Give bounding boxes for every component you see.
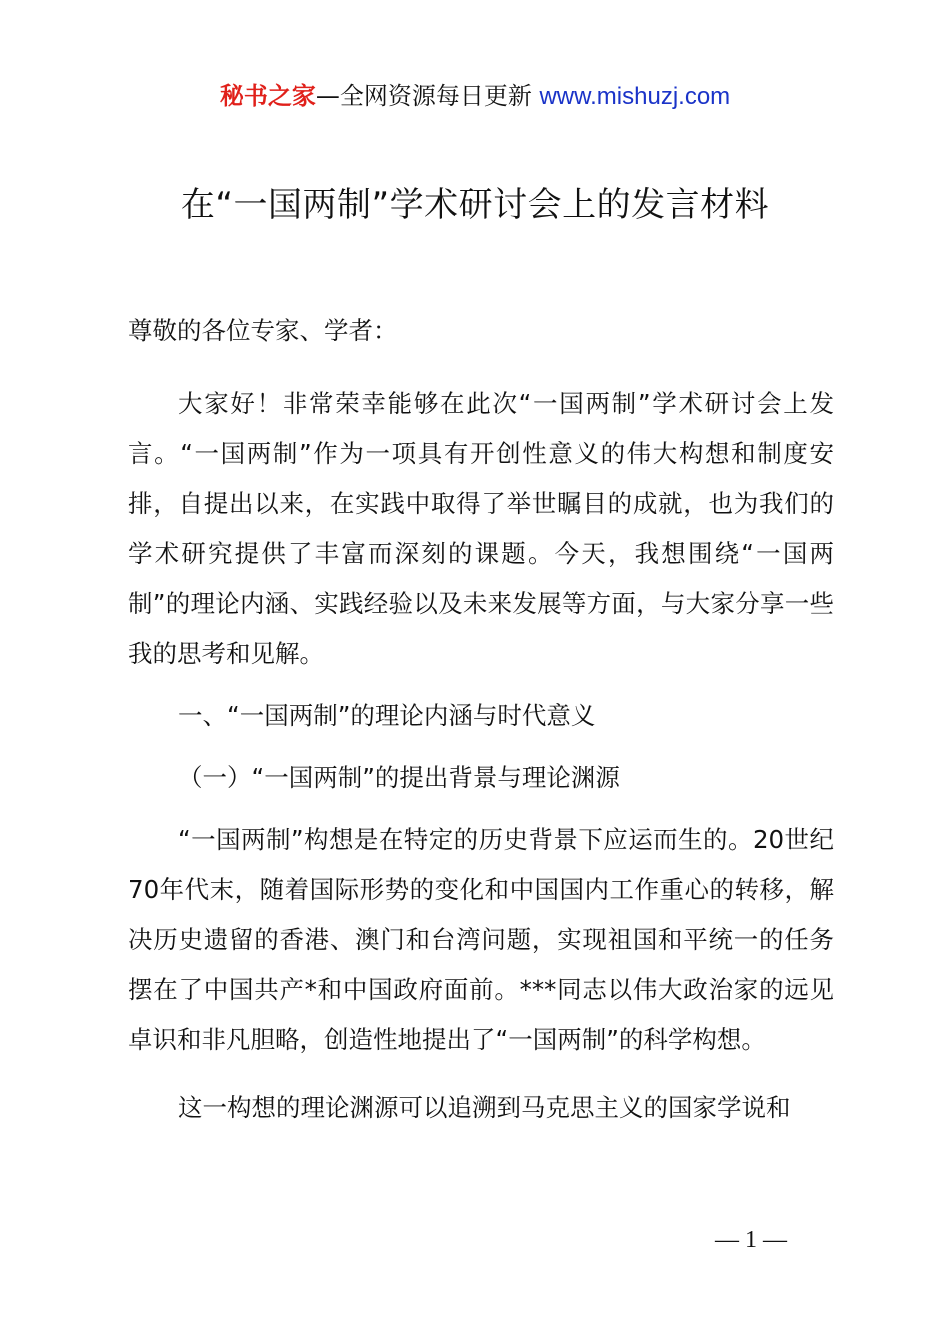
body-paragraph-origins: 这一构想的理论渊源可以追溯到马克思主义的国家学说和 — [178, 1093, 791, 1122]
salutation: 尊敬的各位专家、学者： — [128, 316, 398, 345]
body-paragraph-background: “一国两制”构想是在特定的历史背景下应运而生的。20世纪70年代末，随着国际形势的变化和中国国内工作重心的转移，解决历史遗留的香港、澳门和台湾问题，实现祖国和平统一的任务摆在了中国共产*和中国政府面前。***同志以伟大政治家的远见卓识和非凡胆略，创造性地提出了“一国两制”的科学构想。 — [128, 825, 834, 1054]
page-number: — 1 — — [715, 1227, 787, 1253]
site-url[interactable]: www.mishuzj.com — [539, 83, 731, 110]
site-header — [0, 80, 950, 113]
intro-paragraph: 大家好！非常荣幸能够在此次“一国两制”学术研讨会上发言。“一国两制”作为一项具有开创性意义的伟大构想和制度安排，自提出以来，在实践中取得了举世瞩目的成就，也为我们的学术研究提供了丰富而深刻的课题。今天，我想围绕“一国两制”的理论内涵、实践经验以及未来发展等方面，与大家分享一些我的思考和见解。 — [128, 389, 834, 668]
document-title: 在“一国两制”学术研讨会上的发言材料 — [180, 185, 770, 225]
subsection-heading-1: （一）“一国两制”的提出背景与理论渊源 — [178, 763, 620, 792]
section-heading-1: 一、“一国两制”的理论内涵与时代意义 — [178, 701, 596, 730]
site-tagline: —全网资源每日更新 — [315, 82, 540, 110]
site-brand: 秘书之家 — [219, 82, 316, 110]
document-body — [128, 313, 834, 1133]
